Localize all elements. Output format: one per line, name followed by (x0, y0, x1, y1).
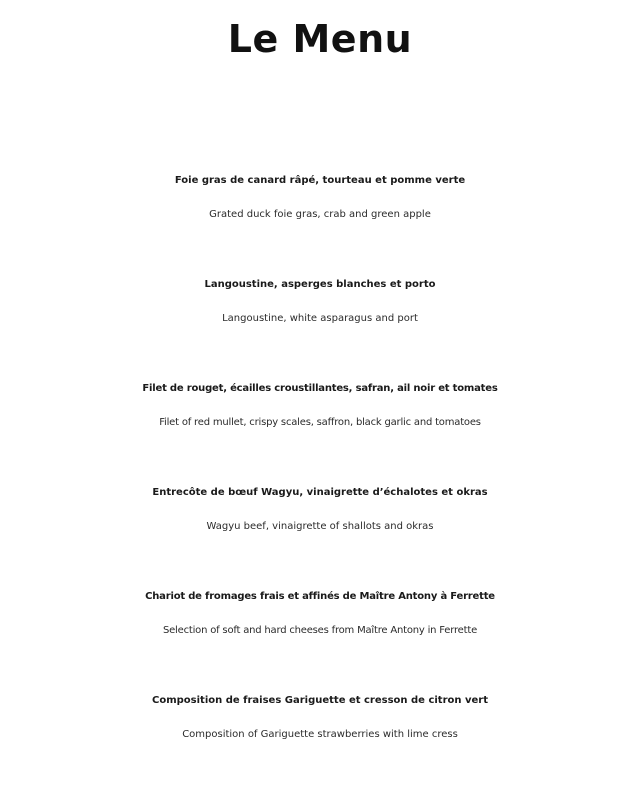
dish-name-french: Foie gras de canard râpé, tourteau et pomme verte (174, 175, 466, 186)
dish-name-french: Composition de fraises Gariguette et cresson de citron vert (152, 695, 488, 706)
dish-name-french: Chariot de fromages frais et affinés de Maître Antony à Ferrette (145, 591, 495, 602)
dish-name-french: Entrecôte de bœuf Wagyu, vinaigrette d’échalotes et okras (152, 487, 488, 498)
dish-name-english: Wagyu beef, vinaigrette of shallots and okras (206, 521, 434, 532)
dish-name-english: Filet of red mullet, crispy scales, saffron, black garlic and tomatoes (159, 417, 481, 428)
menu-item (0, 166, 640, 270)
menu-item (0, 582, 640, 686)
dish-name-french: Langoustine, asperges blanches et porto (204, 279, 436, 290)
menu-item (0, 686, 640, 790)
dish-name-english: Composition of Gariguette strawberries with lime cress (182, 729, 458, 740)
menu-item (0, 374, 640, 478)
dish-name-english: Selection of soft and hard cheeses from Maître Antony in Ferrette (162, 625, 478, 636)
dish-name-english: Grated duck foie gras, crab and green apple (209, 209, 431, 220)
menu-list (0, 166, 640, 790)
page-title: Le Menu (227, 17, 413, 61)
dish-name-french: Filet de rouget, écailles croustillantes, safran, ail noir et tomates (142, 383, 498, 394)
menu-item (0, 270, 640, 374)
dish-name-english: Langoustine, white asparagus and port (222, 313, 418, 324)
menu-item (0, 478, 640, 582)
